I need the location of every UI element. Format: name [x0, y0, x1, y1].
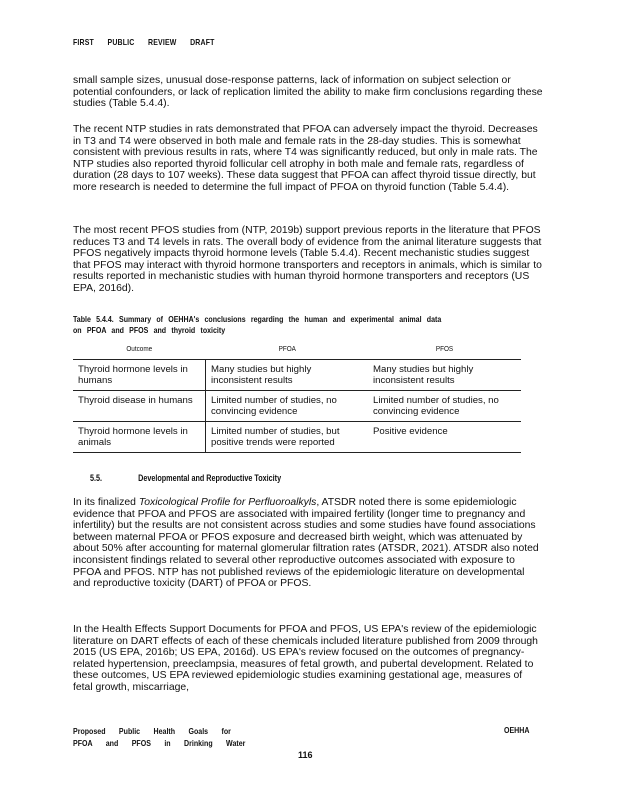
- table-row: [73, 360, 521, 391]
- section-title: Developmental and Reproductive Toxicity: [138, 473, 282, 483]
- running-header: FIRST PUBLIC REVIEW DRAFT: [73, 37, 215, 47]
- table-cell: Thyroid hormone levels in animals: [73, 422, 206, 453]
- atsdr-profile-title: Toxicological Profile for Perfluoroalkyls: [138, 497, 317, 508]
- table-caption: [73, 314, 442, 336]
- table-cell: Thyroid hormone levels in humans: [73, 360, 206, 391]
- table-cell: Positive evidence: [368, 422, 521, 453]
- paragraph-atsdr-body: , ATSDR noted there is some epidemiologic evidence that PFOA and PFOS are associated with impaired fertility (longer time to pregnancy and infertility) but the results are not consistent across studies and some studies have found associations between maternal PFOA or PFOS exposure and decreased birth weight, which was attenuated by about 50% after accounting for maternal glomerular filtration rates (ATSDR, 2021). ATSDR also noted inconsistent findings related to several other reproductive outcomes associated with exposure to PFOA and PFOS. NTP has not published reviews of the epidemiologic literature on developmental and reproductive toxicity (DART) of PFOA or PFOS.: [73, 497, 539, 590]
- table-caption-text: . Summary of OEHHA's conclusions regarding the human and experimental animal data on PFOA and PFOS and thyroid toxicity: [73, 314, 442, 335]
- table-header-row: [73, 340, 521, 360]
- table-caption-number: Table 5.4.4: [73, 314, 112, 324]
- paragraph-atsdr: [73, 497, 543, 590]
- paragraph-atsdr-intro: In its finalized: [73, 497, 139, 508]
- table-cell: Many studies but highly inconsistent results: [368, 360, 521, 391]
- table-row: [73, 422, 521, 453]
- thyroid-summary-table: [73, 340, 521, 453]
- paragraph-us-epa: In the Health Effects Support Documents for PFOA and PFOS, US EPA's review of the epidemiologic literature on DART effects of each of these chemicals included literature published from 2009 through 2015 (US EPA, 2016b; US EPA, 2016d). US EPA's review focused on the outcomes of pregnancy-related hypertension, preeclampsia, measures of fetal growth, and pubertal development. Related to these outcomes, US EPA reviewed epidemiologic studies examining gestational age, measures of fetal growth, miscarriage,: [73, 624, 538, 693]
- table-header-outcome: Outcome: [126, 344, 153, 353]
- table-cell: Limited number of studies, no convincing evidence: [206, 391, 369, 422]
- section-number: 5.5.: [90, 473, 103, 483]
- table-cell: Thyroid disease in humans: [73, 391, 206, 422]
- table-header-pfoa: PFOA: [278, 344, 296, 353]
- section-heading: [90, 473, 317, 483]
- table-cell: Many studies but highly inconsistent results: [206, 360, 369, 391]
- footer-left: [73, 725, 245, 749]
- paragraph-limitations: small sample sizes, unusual dose-response patterns, lack of information on subject selection or potential confounders, or lack of replication limited the ability to make firm conclusions regarding these studies (Table 5.4.4).: [73, 75, 543, 110]
- paragraph-pfos-thyroid: The most recent PFOS studies from (NTP, 2019b) support previous reports in the literature that PFOS reduces T3 and T4 levels in rats. The overall body of evidence from the animal literature suggests that PFOS negatively impacts thyroid hormone levels (Table 5.4.4). Recent mechanistic studies suggest that PFOS may interact with thyroid hormone transporters and receptors in animals, which is similar to results reported in mechanistic studies with human thyroid hormone transporters and receptors (US EPA, 2016d).: [73, 225, 542, 294]
- footer-agency: OEHHA: [504, 725, 530, 735]
- table-row: [73, 391, 521, 422]
- table-header-pfos: PFOS: [435, 344, 454, 353]
- footer-line-2: PFOA and PFOS in Drinking Water: [73, 738, 246, 748]
- table-cell: Limited number of studies, but positive trends were reported: [206, 422, 369, 453]
- footer-line-1: Proposed Public Health Goals for: [73, 726, 231, 736]
- paragraph-pfoa-thyroid: The recent NTP studies in rats demonstrated that PFOA can adversely impact the thyroid. Decreases in T3 and T4 were observed in both male and female rats in the 28-day studies. This is somewhat consistent with previous results in rats, where T4 was significantly reduced, but only in male rats. The NTP studies also reported thyroid follicular cell atrophy in both male and female rats, regardless of duration (28 days to 107 weeks). These data suggest that PFOA can affect thyroid tissue directly, but more research is needed to determine the full impact of PFOA on thyroid function (Table 5.4.4).: [73, 124, 538, 193]
- page-number: 116: [298, 750, 313, 760]
- table-cell: Limited number of studies, no convincing evidence: [368, 391, 521, 422]
